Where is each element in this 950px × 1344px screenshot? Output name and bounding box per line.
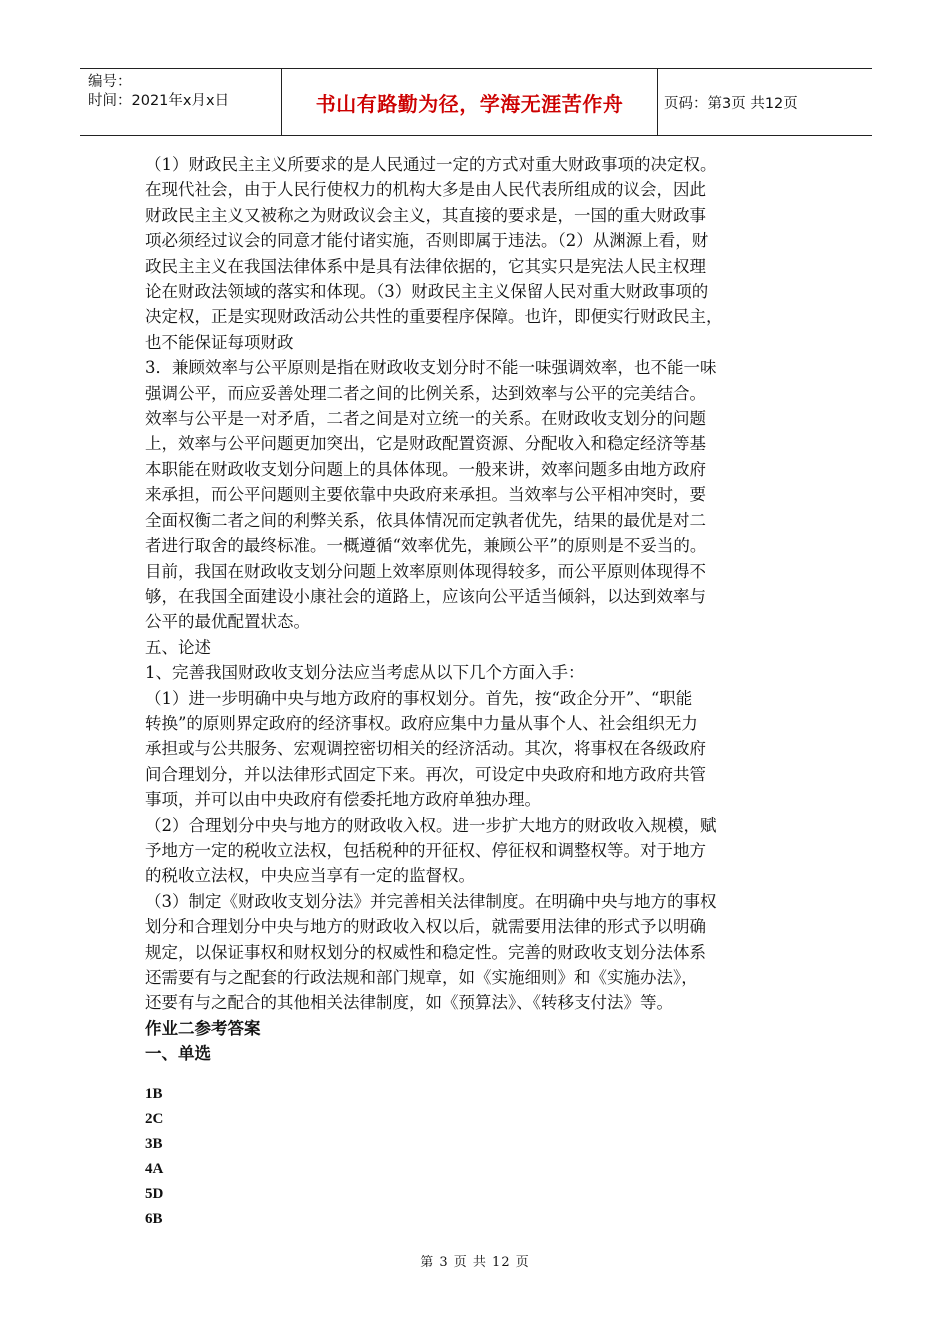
header-meta [80, 69, 282, 135]
text-line: 项必须经过议会的同意才能付诸实施，否则即属于违法。（2）从渊源上看，财 [145, 231, 709, 251]
text-line: 间合理划分，并以法律形式固定下来。再次，可设定中央政府和地方政府共管 [145, 764, 706, 784]
answer-item: 4A [145, 1161, 164, 1177]
header-page-info: 页码：第3页 共12页 [664, 95, 798, 112]
document-body [145, 152, 815, 1067]
text-line: 规定，以保证事权和财权划分的权威性和稳定性。完善的财政收支划分法体系 [145, 942, 706, 962]
text-line: 政民主主义在我国法律体系中是具有法律依据的，它其实只是宪法人民主权理 [145, 256, 706, 276]
document-number-label: 编号： [88, 74, 132, 90]
answer-key-title: 作业二参考答案 [145, 1018, 261, 1038]
text-line: 也不能保证每项财政 [145, 332, 294, 352]
text-line: （3）制定《财政收支划分法》并完善相关法律制度。在明确中央与地方的事权 [145, 891, 717, 911]
text-line: 还需要有与之配套的行政法规和部门规章，如《实施细则》和《实施办法》， [145, 968, 698, 987]
text-line: 在现代社会，由于人民行使权力的机构大多是由人民代表所组成的议会，因此 [145, 180, 706, 200]
header-motto: 书山有路勤为径，学海无涯苦作舟 [282, 69, 658, 135]
answer-item: 5D [145, 1186, 164, 1202]
text-line: 转换”的原则界定政府的经济事权。政府应集中力量从事个人、社会组织无力 [145, 713, 698, 733]
text-line: 的税收立法权，中央应当享有一定的监督权。 [145, 866, 475, 886]
answer-item: 6B [145, 1211, 163, 1227]
text-line: 论在财政法领域的落实和体现。（3）财政民主主义保留人民对重大财政事项的 [145, 282, 709, 302]
answer-item: 2C [145, 1111, 164, 1127]
single-choice-heading: 一、单选 [145, 1044, 211, 1064]
text-line: 公平的最优配置状态。 [145, 612, 310, 632]
text-line: 3．兼顾效率与公平原则是指在财政收支划分时不能一味强调效率，也不能一味 [145, 358, 717, 378]
text-line: 来承担，而公平问题则主要依靠中央政府来承担。当效率与公平相冲突时，要 [145, 485, 706, 505]
text-line: 划分和合理划分中央与地方的财政收入权以后，就需要用法律的形式予以明确 [145, 917, 706, 937]
page-footer: 第 3 页 共 12 页 [420, 1255, 530, 1270]
text-line: 者进行取舍的最终标准。一概遵循“效率优先，兼顾公平”的原则是不妥当的。 [145, 536, 707, 556]
text-line: 上，效率与公平问题更加突出，它是财政配置资源、分配收入和稳定经济等基 [145, 434, 706, 454]
document-time-label: 时间：2021年x月x日 [88, 93, 230, 109]
text-line: （2）合理划分中央与地方的财政收入权。进一步扩大地方的财政收入规模，赋 [145, 815, 717, 835]
answer-item: 3B [145, 1136, 163, 1152]
section-heading: 五、论述 [145, 637, 211, 657]
text-line: 本职能在财政收支划分问题上的具体体现。一般来讲，效率问题多由地方政府 [145, 459, 706, 479]
text-line: 财政民主主义又被称之为财政议会主义，其直接的要求是，一国的重大财政事 [145, 205, 706, 225]
text-line: 够，在我国全面建设小康社会的道路上，应该向公平适当倾斜，以达到效率与 [145, 586, 706, 606]
text-line: 全面权衡二者之间的利弊关系，依具体情况而定孰者优先，结果的最优是对二 [145, 510, 706, 530]
text-line: 事项，并可以由中央政府有偿委托地方政府单独办理。 [145, 790, 541, 810]
text-line: 效率与公平是一对矛盾，二者之间是对立统一的关系。在财政收支划分的问题 [145, 409, 706, 429]
text-line: 目前，我国在财政收支划分问题上效率原则体现得较多，而公平原则体现得不 [145, 561, 706, 581]
text-line: 1、完善我国财政收支划分法应当考虑从以下几个方面入手： [145, 663, 585, 683]
answer-list [145, 1082, 163, 1232]
text-line: 还要有与之配合的其他相关法律制度，如《预算法》、《转移支付法》等。 [145, 993, 673, 1013]
text-line: 予地方一定的税收立法权，包括税种的开征权、停征权和调整权等。对于地方 [145, 840, 706, 860]
text-line: 决定权，正是实现财政活动公共性的重要程序保障。也许，即便实行财政民主， [145, 307, 723, 327]
page-header [80, 68, 872, 136]
answer-item: 1B [145, 1086, 163, 1102]
text-line: 承担或与公共服务、宏观调控密切相关的经济活动。其次，将事权在各级政府 [145, 739, 706, 759]
text-line: （1）财政民主主义所要求的是人民通过一定的方式对重大财政事项的决定权。 [145, 155, 717, 174]
text-line: 强调公平，而应妥善处理二者之间的比例关系，达到效率与公平的完美结合。 [145, 383, 706, 403]
text-line: （1）进一步明确中央与地方政府的事权划分。首先，按“政企分开”、“职能 [145, 688, 693, 708]
